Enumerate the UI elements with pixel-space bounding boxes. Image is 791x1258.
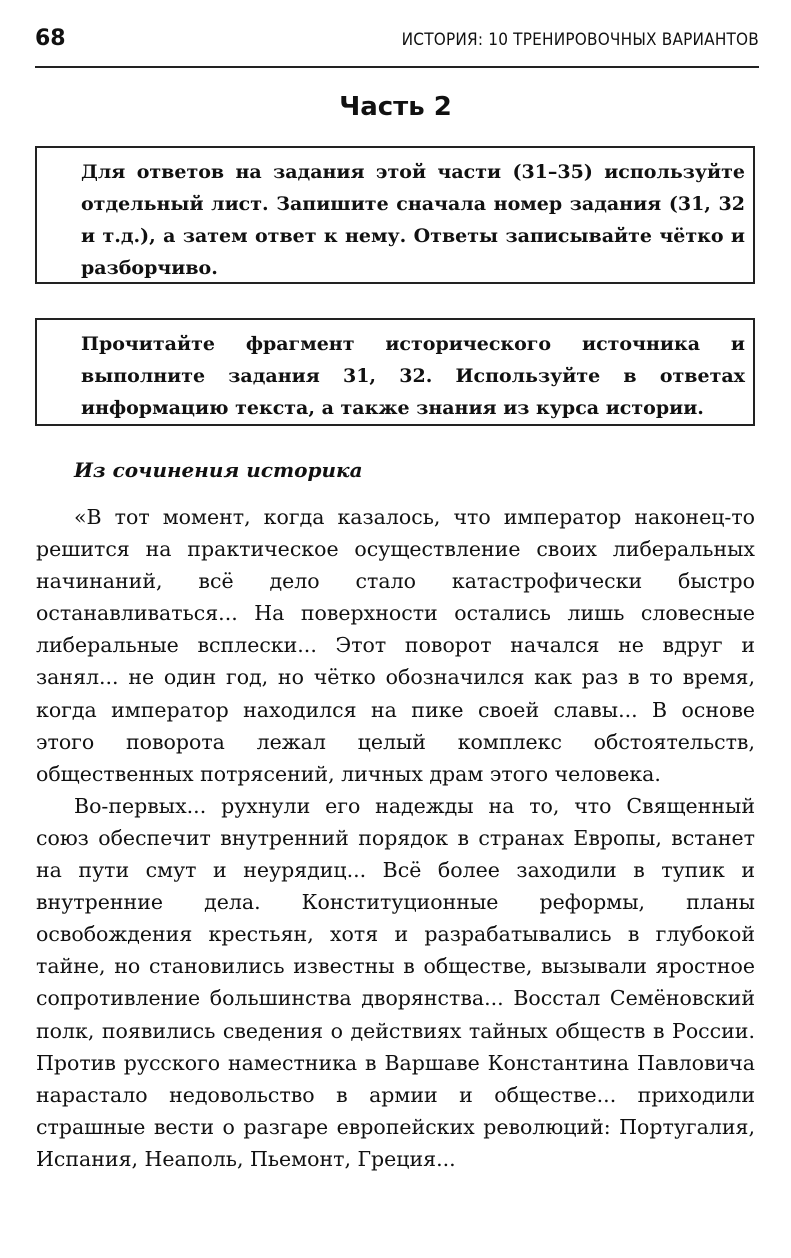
part-title: Часть 2: [339, 92, 452, 122]
running-title: ИСТОРИЯ: 10 ТРЕНИРОВОЧНЫХ ВАРИАНТОВ: [401, 30, 759, 50]
paragraph: «В тот момент, когда казалось, что император наконец-то решится на практическое осуществление своих либеральных начинаний, всё дело стало катастрофически быстро останавливаться... На поверхности остались лишь словесные либеральные всплески... Этот поворот начался не вдруг и занял... не один год, но чётко обозначился как раз в то время, когда император находился на пике своей славы... В основе этого поворота лежал целый комплекс обстоятельств, общественных потрясений, личных драм этого человека.: [36, 505, 755, 786]
instruction-box: Для ответов на задания этой части (31–35) используйте отдельный лист. Запишите сначала номер задания (31, 32 и т.д.), а затем ответ к нему. Ответы записывайте чётко и разборчиво.: [35, 146, 755, 284]
paragraph: Во-первых... рухнули его надежды на то, что Священный союз обеспечит внутренний порядок в странах Европы, встанет на пути смут и неурядиц... Всё более заходили в тупик и внутренние дела. Конституционные реформы, планы освобождения крестьян, хотя и разрабатывались в глубокой тайне, но становились известны в обществе, вызывали яростное сопротивление большинства дворянства... Восстал Семёновский полк, появились сведения о действиях тайных обществ в России. Против русского наместника в Варшаве Константина Павловича нарастало недовольство в армии и обществе... приходили страшные вести о разгаре европейских революций: Португалия, Испания, Неаполь, Пьемонт, Греция...: [36, 793, 755, 1171]
source-text: [36, 501, 755, 1175]
page-number: 68: [35, 26, 66, 51]
task-box: Прочитайте фрагмент исторического источника и выполните задания 31, 32. Используйте в ответах информацию текста, а также знания из курса истории.: [35, 318, 755, 426]
page-header: [35, 18, 759, 68]
source-title: Из сочинения историка: [74, 458, 363, 482]
